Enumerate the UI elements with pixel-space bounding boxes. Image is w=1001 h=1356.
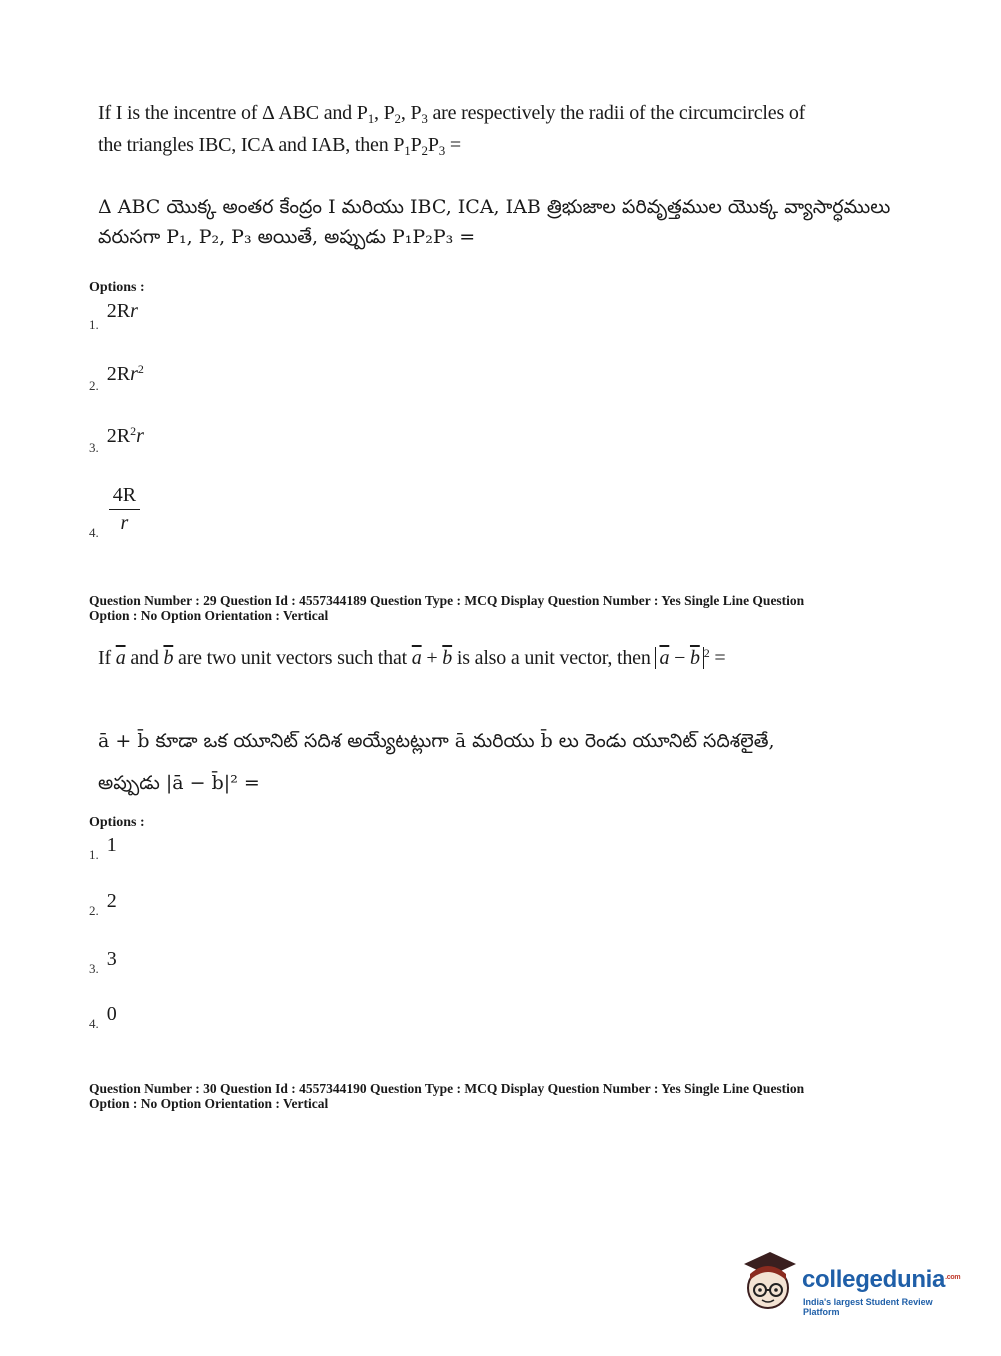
q28-option-1[interactable] — [89, 300, 138, 332]
q29-option-4[interactable] — [89, 1003, 117, 1031]
option-number: 2. — [89, 903, 99, 918]
option-value: 3 — [106, 948, 117, 970]
q28-option-3[interactable] — [89, 424, 144, 456]
option-number: 3. — [89, 961, 99, 976]
q29-telugu-text — [98, 720, 908, 804]
q29-english-text: If $\overline{a}$ and $\overline{b}$ are two unit vectors such that $\overline{a} + \overline{b}$ is also a unit vector, then $\overline{a} - \overline{b}$ $^2$ = — [98, 646, 726, 670]
q29-options-label: Options : — [89, 815, 145, 830]
option-value: 2Rr — [106, 300, 138, 322]
logo-name: collegedunia — [802, 1266, 946, 1293]
option-number: 1. — [89, 847, 99, 862]
q30-meta-line1: Question Number : 30 Question Id : 4557344190 Question Type : MCQ Display Question Number : Yes Single Line Question — [89, 1081, 805, 1096]
q28-option-4[interactable] — [89, 484, 140, 540]
fraction-denominator: r — [120, 512, 129, 534]
option-value: 2 — [106, 890, 117, 912]
q28-telugu-text — [98, 192, 898, 252]
q29-meta-line2: Option : No Option Orientation : Vertical — [89, 608, 329, 623]
q29-metadata — [89, 593, 889, 623]
q29-option-3[interactable] — [89, 948, 117, 976]
q28-telugu-line2: వరుసగా P₁, P₂, P₃ అయితే, అప్పుడు P₁P₂P₃ = — [98, 226, 476, 248]
option-fraction — [109, 484, 140, 535]
collegedunia-logo[interactable] — [740, 1250, 970, 1320]
option-number: 4. — [89, 1016, 99, 1031]
q30-meta-line2: Option : No Option Orientation : Vertical — [89, 1096, 329, 1111]
q28-english-text — [98, 100, 898, 164]
logo-tagline: India's largest Student Review Platform — [803, 1297, 933, 1317]
option-number: 3. — [89, 440, 99, 456]
logo-wordmark — [802, 1266, 960, 1294]
q28-option-2[interactable] — [89, 362, 144, 394]
modulus-expression: $\overline{a} - \overline{b}$ — [655, 647, 703, 669]
q29-telugu-line2: అప్పుడు |ā − b̄|² = — [98, 772, 260, 794]
q29-option-2[interactable] — [89, 890, 117, 918]
q30-metadata — [89, 1081, 889, 1111]
option-value: 0 — [106, 1003, 117, 1025]
option-value: $2R^2r$ — [106, 424, 144, 448]
graduate-cap-mascot-icon — [740, 1250, 798, 1312]
q28-options-label: Options : — [89, 280, 145, 295]
option-number: 1. — [89, 317, 99, 332]
q28-telugu-line1: Δ ABC యొక్క అంతర కేంద్రం I మరియు IBC, ICA, IAB త్రిభుజాల పరివృత్తముల యొక్క వ్యాసార్ధములు — [98, 196, 891, 218]
option-number: 4. — [89, 525, 99, 540]
q29-telugu-line1: ā + b̄ కూడా ఒక యూనిట్ సదిశ అయ్యేటట్లుగా ā మరియు b̄ లు రెండు యూనిట్ సదిశలైతే, — [98, 730, 775, 752]
logo-dotcom: .com — [945, 1274, 961, 1281]
q28-english-line2: the triangles IBC, ICA and IAB, then $P_1P_2P_3$ = — [98, 133, 461, 158]
option-value: 2Rr$^2$ — [106, 362, 144, 386]
option-value: 1 — [106, 834, 117, 856]
q29-meta-line1: Question Number : 29 Question Id : 4557344189 Question Type : MCQ Display Question Number : Yes Single Line Question — [89, 593, 805, 608]
fraction-numerator: 4R — [109, 484, 140, 510]
option-number: 2. — [89, 378, 99, 394]
q29-option-1[interactable] — [89, 834, 117, 862]
q28-english-line1: If I is the incentre of Δ ABC and $P_1$, $P_2$, $P_3$ are respectively the radii of the circumcircles of — [98, 102, 806, 126]
